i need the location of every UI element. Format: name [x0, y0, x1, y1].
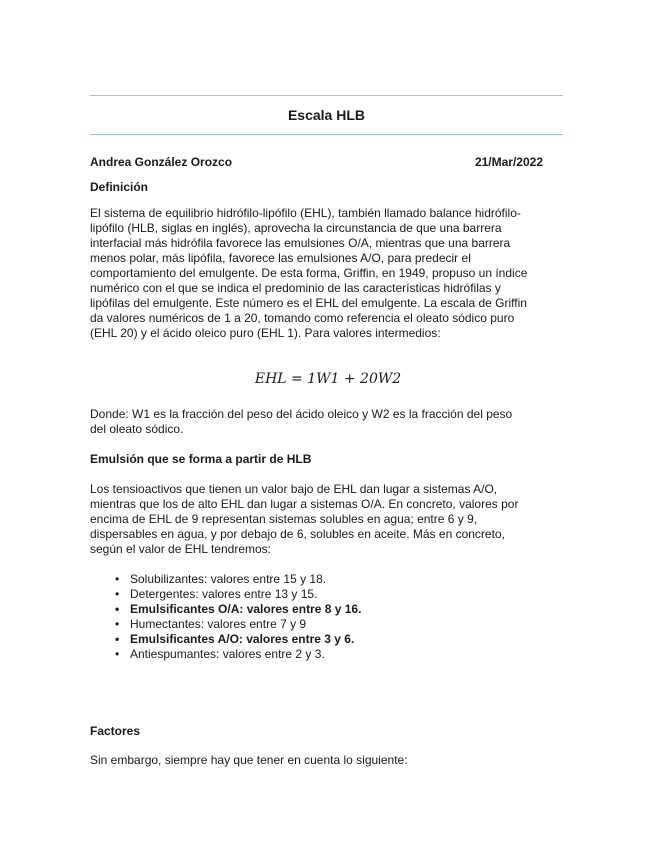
paragraph-line: dispersables en agua, y por debajo de 6, solubles en aceite. Más en concreto, [90, 527, 505, 541]
bullet-icon: • [115, 617, 120, 631]
list-item-text: Humectantes: valores entre 7 y 9 [130, 617, 307, 631]
list-item-text: Emulsificantes O/A: valores entre 8 y 16. [130, 602, 362, 616]
paragraph-line: Los tensioactivos que tienen un valor bajo de EHL dan lugar a sistemas A/O, [90, 482, 498, 496]
emulsion-paragraph [90, 482, 566, 557]
byline [90, 155, 543, 170]
paragraph-line: Donde: W1 es la fracción del peso del ácido oleico y W2 es la fracción del peso [90, 407, 513, 421]
paragraph-line: Sin embargo, siempre hay que tener en cuenta lo siguiente: [90, 753, 408, 767]
list-item-text: Solubilizantes: valores entre 15 y 18. [130, 572, 327, 586]
hlb-ranges-list [90, 572, 361, 662]
section-heading-definicion: Definición [90, 180, 149, 194]
paragraph-line: (EHL 20) y el ácido oleico puro (EHL 1). Para valores intermedios: [90, 326, 441, 340]
formula-explanation [90, 407, 566, 437]
title-bottom-rule [90, 134, 563, 135]
definition-paragraph [90, 206, 566, 341]
list-item-text: Emulsificantes A/O: valores entre 3 y 6. [130, 632, 355, 646]
paragraph-line: mientras que los de alto EHL dan lugar a sistemas O/A. En concreto, valores por [90, 497, 519, 511]
list-item [90, 572, 361, 587]
paragraph-line: interfacial más hidrófila favorece las emulsiones O/A, mientras que una barrera [90, 236, 511, 250]
bullet-icon: • [115, 602, 120, 616]
bullet-icon: • [115, 587, 120, 601]
bullet-icon: • [115, 647, 120, 661]
paragraph-line: da valores numéricos de 1 a 20, tomando como referencia el oleato sódico puro [90, 311, 515, 325]
section-heading-factores: Factores [90, 724, 141, 738]
paragraph-line: numérico con el que se indica el predominio de las características hidrófilas y [90, 281, 501, 295]
document-date: 21/Mar/2022 [474, 155, 543, 169]
paragraph-line: lipófilo (HLB, siglas en inglés), aprovecha la circunstancia de que una barrera [90, 221, 502, 235]
list-item-text: Antiespumantes: valores entre 2 y 3. [130, 647, 325, 661]
author-name: Andrea González Orozco [90, 155, 233, 169]
section-heading-emulsion: Emulsión que se forma a partir de HLB [90, 452, 312, 466]
paragraph-line: menos polar, más lipófila, favorece las emulsiones A/O, para predecir el [90, 251, 471, 265]
ehl-formula: EHL = 1W1 + 20W2 [254, 371, 402, 387]
paragraph-line: del oleato sódico. [90, 422, 184, 436]
title-top-rule [90, 95, 563, 96]
paragraph-line: encima de EHL de 9 representan sistemas solubles en agua; entre 6 y 9, [90, 512, 478, 526]
paragraph-line: comportamiento del emulgente. De esta forma, Griffin, en 1949, propuso un índice [90, 266, 528, 280]
list-item [90, 647, 361, 662]
list-item [90, 587, 361, 602]
paragraph-line: según el valor de EHL tendremos: [90, 542, 271, 556]
list-item-text: Detergentes: valores entre 13 y 15. [130, 587, 318, 601]
paragraph-line: El sistema de equilibrio hidrófilo-lipófilo (EHL), también llamado balance hidrófilo- [90, 206, 521, 220]
factores-paragraph [90, 753, 566, 768]
list-item [90, 602, 361, 617]
document-title: Escala HLB [287, 107, 366, 123]
bullet-icon: • [115, 632, 120, 646]
list-item [90, 617, 361, 632]
bullet-icon: • [115, 572, 120, 586]
list-item [90, 632, 361, 647]
paragraph-line: lipófilas del emulgente. Este número es el EHL del emulgente. La escala de Griffin [90, 296, 527, 310]
